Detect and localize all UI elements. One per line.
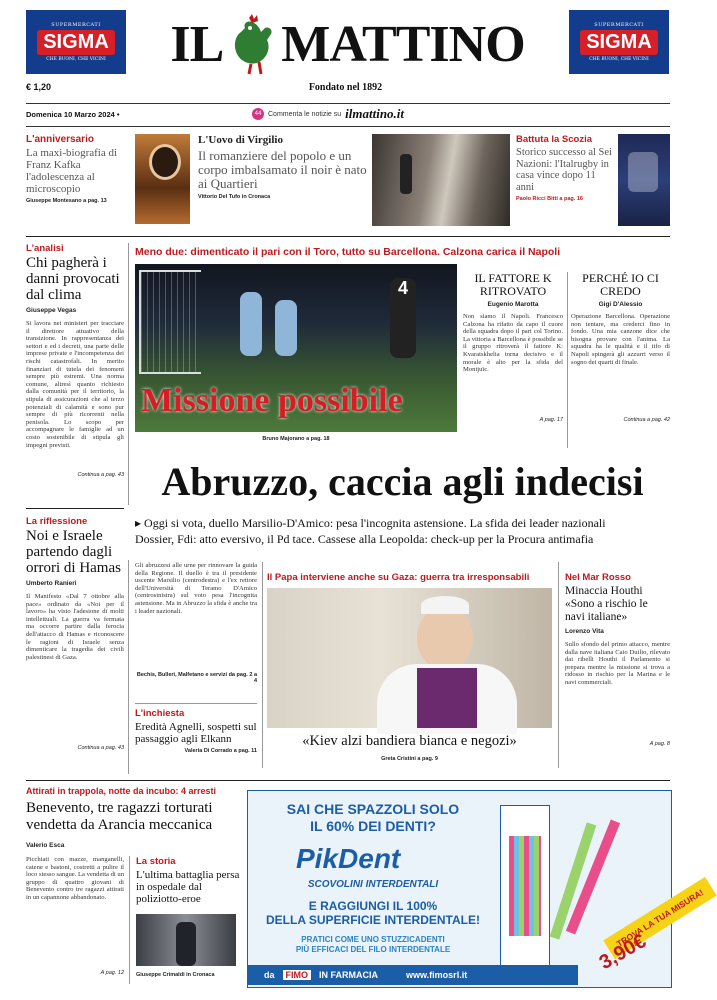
quartieri-photo xyxy=(372,134,510,226)
article-storia[interactable] xyxy=(136,856,241,986)
benevento-continue[interactable]: A pag. 12 xyxy=(100,970,124,976)
ad-headline-1: SAI CHE SPAZZOLI SOLO xyxy=(286,801,460,817)
benevento-strap[interactable]: Attirati in trappola, notte da incubo: 4 arresti xyxy=(26,786,217,796)
teaser-title: Storico successo al Sei Nazioni: l'Italrugby in casa vince dopo 11 anni xyxy=(516,147,612,193)
site-link[interactable]: ilmattino.it xyxy=(345,106,405,121)
comment-icon: 44 xyxy=(252,108,264,120)
masthead-title-left: IL xyxy=(170,15,224,73)
ad-sigma-top: SUPERMERCATI xyxy=(594,22,644,28)
col-body: Non siamo il Napoli. Francesco Calzona ha rifatto da capo il cuore della squadra dopo il pari col Torino. La vittoria a Barcellona è possibile se il gruppo ritroverà il fattore K: Kvaratskhelia torna decisivo e il morale è alto per la sfida del Montjuïc. xyxy=(463,313,563,374)
papa-photo[interactable] xyxy=(267,588,552,728)
rugby-players xyxy=(628,152,658,192)
pope-stole xyxy=(417,668,477,728)
article-analisi[interactable] xyxy=(26,243,124,505)
pope-zucchetto xyxy=(421,596,469,614)
col-author: Gigi D'Alessio xyxy=(598,301,643,308)
sport-col-1[interactable] xyxy=(463,272,563,448)
ad-sigma-logo: SIGMA xyxy=(37,30,115,55)
ad-claim-2: DELLA SUPERFICIE INTERDENTALE! xyxy=(265,913,480,927)
papa-quote[interactable]: «Kiev alzi bandiera bianca e negozi» xyxy=(302,733,517,749)
ad-footer-pharmacy: IN FARMACIA xyxy=(319,970,379,980)
comment-prefix: Commenta le notizie su xyxy=(268,110,342,118)
sport-strap[interactable]: Meno due: dimenticato il pari con il Toro, tutto su Barcellona. Calzona carica il Napoli xyxy=(135,246,561,258)
player-3: 4 xyxy=(390,278,416,358)
article-kicker: Nel Mar Rosso xyxy=(565,572,631,583)
benevento-body: Picchiati con mazze, manganelli, catene e bastoni, costretti a pulire il loco stesso sangue. La vendetta di un gruppo di quattro giovani di Benevento contro tre ragazzi attirati in un capannone abbandonato. xyxy=(26,856,124,901)
abruzzo-body: Gli abruzzesi alle urne per rinnovare la guida della Regione. Il duello è tra il presidente uscente Marsilio (centrodestra) e l'ex rettore dell'Università di Teramo D'Amico (centrosinistra) sul voto pesa l'incognita astensione. Ma in Abruzzo la sfida è anche tra i leader nazionali. xyxy=(135,562,257,615)
benevento-author: Valerio Esca xyxy=(26,842,65,849)
article-title: Eredità Agnelli, sospetti sul passaggio agli Elkann xyxy=(135,721,257,745)
article-author: Lorenzo Vita xyxy=(565,628,604,635)
teaser-title: La maxi-biografia di Franz Kafka l'adolescenza al microscopio xyxy=(26,147,118,195)
bullet-icon: ▸ xyxy=(135,516,145,530)
teaser-kicker: L'anniversario xyxy=(26,134,94,145)
abruzzo-authors: Bechis, Bulleri, Malfetano e servizi da pag. 2 a 4 xyxy=(136,672,257,684)
article-kicker: La storia xyxy=(136,856,176,867)
article-continue[interactable]: Continua a pag. 43 xyxy=(77,745,124,751)
article-body: Sullo sfondo del primo attacco, mentre dalla nave italiana Caio Duilio, rilevato dai ribelli Houthi il Parlamento si prepara mentre la missione si trova a ridosso in rischio per la Marina e le navi commerciali. xyxy=(565,641,670,686)
teaser-kicker: Battuta la Scozia xyxy=(516,134,593,145)
col-title: PERCHÉ IO CI CREDO xyxy=(582,271,659,298)
col-continue[interactable]: A pag. 17 xyxy=(539,417,563,423)
player-1 xyxy=(240,292,262,356)
article-body: Il Manifesto «Dal 7 ottobre alla pace» ordinato da «Noi per il lavoro» ha visto l'adesione di molti intellettuali. La guerra va fermata ma occorre partire dalla ferocia dell'attacco di Hamas e riconoscere le ragioni di Israele senza dimenticare la tragedia dei civili palestinesi di Gaza. xyxy=(26,593,124,661)
ad-headline-2: IL 60% DEI DENTI? xyxy=(310,818,436,834)
article-author: Valeria Di Corrado a pag. 11 xyxy=(184,748,257,754)
goal-net xyxy=(139,270,201,374)
papa-strap[interactable]: Il Papa interviene anche su Gaza: guerra tra irresponsabili xyxy=(267,572,530,583)
ad-footer-url[interactable]: www.fimosrl.it xyxy=(406,970,468,980)
ad-sigma-logo: SIGMA xyxy=(580,30,658,55)
article-title: Minaccia Houthi «Sono a rischio le navi italiane» xyxy=(565,585,648,623)
ad-package xyxy=(500,805,550,967)
main-headline[interactable]: Abruzzo, caccia agli indecisi xyxy=(161,459,644,504)
ad-footer-from: da xyxy=(264,970,275,980)
ad-product: SCOVOLINI INTERDENTALI xyxy=(307,879,439,890)
teaser-virgilio[interactable] xyxy=(198,134,368,229)
kafka-portrait xyxy=(149,144,181,180)
headline-sub-1-text: Oggi si vota, duello Marsilio-D'Amico: pesa l'incognita astensione. La sfida dei leader nazionali xyxy=(144,516,606,530)
col-author: Eugenio Marotta xyxy=(487,301,539,308)
article-kicker: La riflessione xyxy=(26,516,88,527)
article-inchiesta[interactable] xyxy=(135,708,257,768)
ad-tagline xyxy=(248,935,498,955)
papa-author: Greta Cristini a pag. 9 xyxy=(381,756,438,762)
article-title: L'ultima battaglia persa in ospedale dal poliziotto-eroe xyxy=(136,869,240,905)
article-riflessione[interactable] xyxy=(26,516,124,778)
kafka-photo xyxy=(135,134,190,224)
col-title: IL FATTORE K RITROVATO xyxy=(474,271,552,298)
article-title: Chi pagherà i danni provocati dal clima xyxy=(26,255,120,303)
issue-date: Domenica 10 Marzo 2024 • xyxy=(26,110,120,119)
ad-brand: PikDent xyxy=(296,843,401,874)
ad-sigma-top: SUPERMERCATI xyxy=(51,22,101,28)
photo-caption: Bruno Majorano a pag. 18 xyxy=(262,436,330,442)
teaser-author: Paolo Ricci Bitti a pag. 16 xyxy=(516,196,583,202)
ad-footer xyxy=(248,965,578,985)
ad-sigma-right[interactable] xyxy=(569,10,669,74)
ad-price: 3,90€ xyxy=(595,930,650,975)
ad-headline xyxy=(248,801,498,835)
player-2 xyxy=(275,300,297,356)
ad-brushes xyxy=(509,836,541,936)
article-author: Giuseppe Crimaldi in Cronaca xyxy=(136,972,215,978)
article-author: Umberto Ranieri xyxy=(26,580,77,587)
comment-line[interactable] xyxy=(252,106,404,122)
sport-col-2[interactable] xyxy=(571,272,670,448)
article-kicker: L'inchiesta xyxy=(135,708,185,719)
article-title: Noi e Israele partendo dagli orrori di Hamas xyxy=(26,528,121,576)
rugby-photo xyxy=(618,134,670,226)
teaser-author: Giuseppe Montesano a pag. 13 xyxy=(26,198,107,204)
officer-silhouette xyxy=(176,922,196,966)
article-continue[interactable]: A pag. 8 xyxy=(649,741,670,747)
ad-claim xyxy=(248,899,498,927)
storia-photo xyxy=(136,914,236,966)
ad-tag-1: PRATICI COME UNO STUZZICADENTI xyxy=(301,935,445,944)
article-body: Si lavora nei ministeri per tracciare il direttore attuativo della transizione. In rappresentanza dei settori e ed i decreti, una parte delle imprese private e l'incompetenza dei rischi catastrofali. In merito finanziari di tutela dei fenomeni sempre più estremi. Una norma comune, altresì quanto richiesto dalla comunità per il territorio, la stipula di assicurazioni che al terzo potenziali di calamità e sono pur sempre di più ricorrenti nella penisola. Lo scopo per accompagnare le famiglie ad un costo sostenibile di stipula gli impegni previsti. xyxy=(26,320,124,449)
article-continue[interactable]: Continua a pag. 43 xyxy=(77,472,124,478)
ad-claim-1: E RAGGIUNGI IL 100% xyxy=(308,899,438,913)
benevento-article[interactable] xyxy=(26,856,124,986)
teaser-author: Vittorio Del Tufo in Cronaca xyxy=(198,194,271,200)
abruzzo-article[interactable] xyxy=(135,562,257,696)
figure-silhouette xyxy=(400,154,412,194)
ad-ribbon-text: TROVA LA TUA MISURA! xyxy=(614,887,706,949)
masthead-logo[interactable] xyxy=(135,14,560,74)
headline-sub-2[interactable]: Dossier, Fdi: atto eversivo, il Pd tace. Cassese alla Leopolda: check-up per la Procura antimafia xyxy=(135,532,594,546)
teaser-kafka[interactable] xyxy=(26,134,130,229)
pope-face xyxy=(417,606,473,670)
photo-title: Missione possibile xyxy=(141,382,403,419)
teaser-title: Il romanziere del popolo e un corpo imbalsamato il noir è nato ai Quartieri xyxy=(198,148,367,191)
headline-sub-1[interactable] xyxy=(135,516,675,531)
teaser-kicker: L'Uovo di Virgilio xyxy=(198,134,283,146)
ad-footer-brand: FIMO xyxy=(283,970,312,980)
ad-sigma-bottom: CHE BUONI, CHE VICINI xyxy=(589,57,649,62)
rooster-icon xyxy=(225,14,279,74)
article-marrosso[interactable] xyxy=(565,572,670,772)
founded-line: Fondato nel 1892 xyxy=(308,82,383,93)
teaser-scozia[interactable] xyxy=(516,134,616,229)
ad-sigma-bottom: CHE BUONI, CHE VICINI xyxy=(46,57,106,62)
article-kicker: L'analisi xyxy=(26,243,64,254)
col-body: Operazione Barcellona. Operazione non tentare, ma crederci fino in fondo. Una mia canzone dice che bisogna provare con l'anima. La squadra ha le qualità e il tifo di Napoli spingerà gli azzurri verso il sogno dei quarti di finale. xyxy=(571,313,670,366)
col-continue[interactable]: Continua a pag. 42 xyxy=(623,417,670,423)
price: € 1,20 xyxy=(26,82,52,92)
benevento-title[interactable]: Benevento, tre ragazzi torturati vendetta da Arancia meccanica xyxy=(26,800,213,833)
ad-tag-2: PIÙ EFFICACI DEL FILO INTERDENTALE xyxy=(295,945,451,954)
masthead-title-right: MATTINO xyxy=(281,15,525,73)
article-author: Giuseppe Vegas xyxy=(26,307,77,314)
sport-photo[interactable] xyxy=(135,264,457,432)
ad-sigma-left[interactable] xyxy=(26,10,126,74)
ad-pikdent[interactable] xyxy=(247,790,706,988)
